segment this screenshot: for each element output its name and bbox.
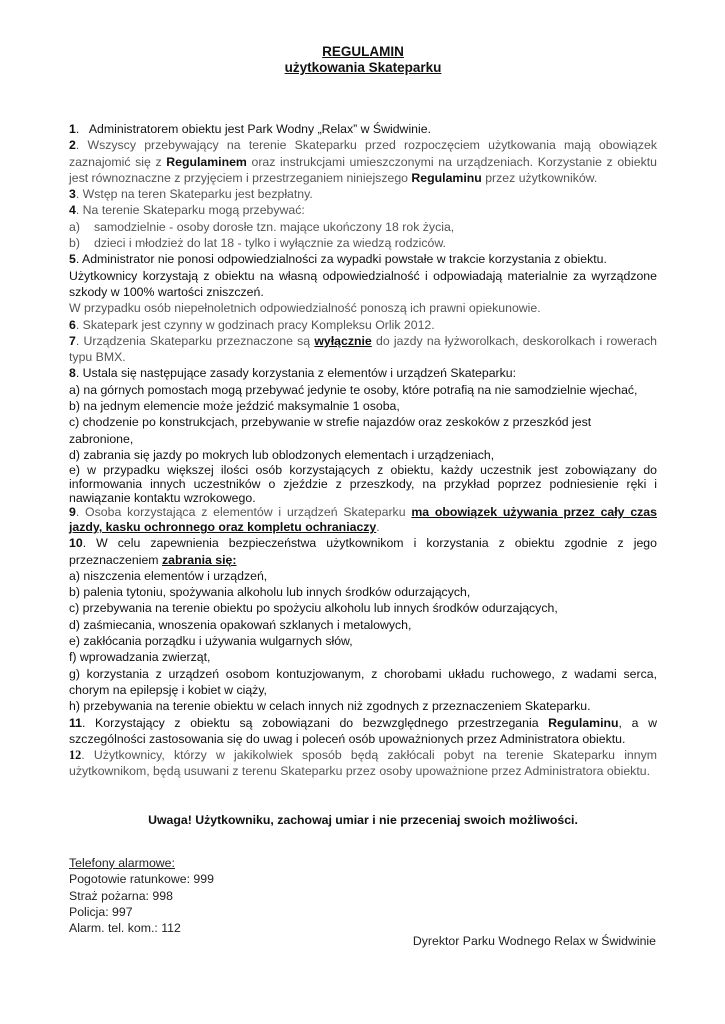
rule-8-item-c: c) chodzenie po konstrukcjach, przebywanie w strefie najazdów oraz zeskoków z przeszkód jest zabronione,	[69, 415, 592, 446]
rule-1: 1. Administratorem obiektu jest Park Wodny „Relax” w Świdwinie.	[69, 122, 432, 136]
rule-3: 3. Wstęp na teren Skateparku jest bezpłatny.	[69, 187, 313, 202]
rule-10-item-g: g) korzystania z urządzeń osobom kontuzjowanym, z chorobami układu ruchowego, z wadami serca, chorym na epilepsję i kobiet w ciąży,	[69, 666, 657, 697]
rule-4-item-b: b) dzieci i młodzież do lat 18 - tylko i wyłącznie za wiedzą rodziców.	[69, 236, 446, 251]
document-page	[69, 44, 657, 937]
title-line-2: użytkowania Skateparku	[284, 60, 442, 75]
document-title	[69, 44, 657, 76]
rule-5-minors: W przypadku osób niepełnoletnich odpowiedzialność ponoszą ich prawni opiekunowie.	[69, 301, 541, 316]
rule-8: 8. Ustala się następujące zasady korzystania z elementów i urządzeń Skateparku:	[69, 366, 517, 381]
title-line-1: REGULAMIN	[322, 44, 404, 59]
phone-police: Policja: 997	[69, 904, 133, 919]
rules-body	[69, 121, 657, 780]
rule-4-item-a: a) samodzielnie - osoby dorosłe tzn. mające ukończony 18 rok życia,	[69, 219, 455, 234]
rule-7: 7. Urządzenia Skateparku przeznaczone są wyłącznie do jazdy na łyżworolkach, deskorolkach i rowerach typu BMX.	[69, 333, 658, 365]
rule-8-item-e: e) w przypadku większej ilości osób korzystających z obiektu, każdy uczestnik jest zobowiązany do informowania innych uczestników o zjeździe z przeszkody, na przykład poprzez podniesienie ręki i nawiązanie kontaktu wzrokowego.	[69, 463, 657, 506]
rule-4: 4. Na terenie Skateparku mogą przebywać:	[69, 203, 305, 218]
rule-8-item-d: d) zabrania się jazdy po mokrych lub oblodzonych elementach i urządzeniach,	[69, 447, 495, 462]
rule-6: 6. Skatepark jest czynny w godzinach pracy Kompleksu Orlik 2012.	[69, 317, 435, 332]
rule-8-item-a: a) na górnych pomostach mogą przebywać jedynie te osoby, które potrafią na nie samodzielnie wjechać,	[69, 382, 638, 397]
rule-10: 10. W celu zapewnienia bezpieczeństwa użytkownikom i korzystania z obiektu zgodnie z jego przeznaczeniem zabrania się:	[69, 536, 657, 567]
rule-5-liability: Użytkownicy korzystają z obiektu na własną odpowiedzialność i odpowiadają materialnie za wyrządzone szkody w 100% wartości zniszczeń.	[69, 268, 657, 299]
phone-ambulance: Pogotowie ratunkowe: 999	[69, 872, 214, 887]
rule-10-item-f: f) wprowadzania zwierząt,	[69, 650, 211, 665]
rule-10-item-e: e) zakłócania porządku i używania wulgarnych słów,	[69, 634, 353, 649]
rule-11: 11. Korzystający z obiektu są zobowiązani do bezwzględnego przestrzegania Regulaminu, a w szczególności zastosowania się do uwag i poleceń osób upoważnionych przez Administratora obiektu.	[69, 715, 657, 746]
rule-10-item-b: b) palenia tytoniu, spożywania alkoholu lub innych środków odurzających,	[69, 585, 471, 600]
phone-fire-brigade: Straż pożarna: 998	[69, 888, 173, 903]
rule-8-item-b: b) na jednym elemencie może jeździć maksymalnie 1 osoba,	[69, 399, 400, 414]
rule-10-item-c: c) przebywania na terenie obiektu po spożyciu alkoholu lub innych środków odurzających,	[69, 601, 558, 616]
rule-12: 12. Użytkownicy, którzy w jakikolwiek sposób będą zakłócali pobyt na terenie Skateparku innym użytkownikom, będą usuwani z terenu Skateparku przez osoby upoważnione przez Administratora obiektu.	[69, 748, 657, 779]
rule-5: 5. Administrator nie ponosi odpowiedzialności za wypadki powstałe w trakcie korzystania z obiektu.	[69, 252, 607, 267]
rule-10-item-d: d) zaśmiecania, wnoszenia opakowań szklanych i metalowych,	[69, 617, 412, 632]
emergency-phones	[69, 855, 657, 937]
rule-10-item-a: a) niszczenia elementów i urządzeń,	[69, 568, 268, 583]
phone-mobile-alarm: Alarm. tel. kom.: 112	[69, 921, 181, 936]
phones-heading: Telefony alarmowe:	[69, 855, 175, 870]
rule-2: 2. Wszyscy przebywający na terenie Skateparku przed rozpoczęciem użytkowania mają obowiązek zaznajomić się z Regulaminem oraz instrukcjami umieszczonymi na urządzeniach. Korzystanie z obiektu jest równoznaczne z przyjęciem i przestrzeganiem niniejszego Regulaminu przez użytkowników.	[69, 138, 657, 185]
warning-note: Uwaga! Użytkowniku, zachowaj umiar i nie przeceniaj swoich możliwości.	[148, 812, 578, 827]
rule-9: 9. Osoba korzystająca z elementów i urządzeń Skateparku ma obowiązek używania przez cały czas jazdy, kasku ochronnego oraz kompletu ochraniaczy.	[69, 505, 657, 535]
rule-10-item-h: h) przebywania na terenie obiektu w celach innych niż zgodnych z przeznaczeniem Skateparku.	[69, 699, 591, 714]
director-signature: Dyrektor Parku Wodnego Relax w Świdwinie	[412, 934, 656, 948]
